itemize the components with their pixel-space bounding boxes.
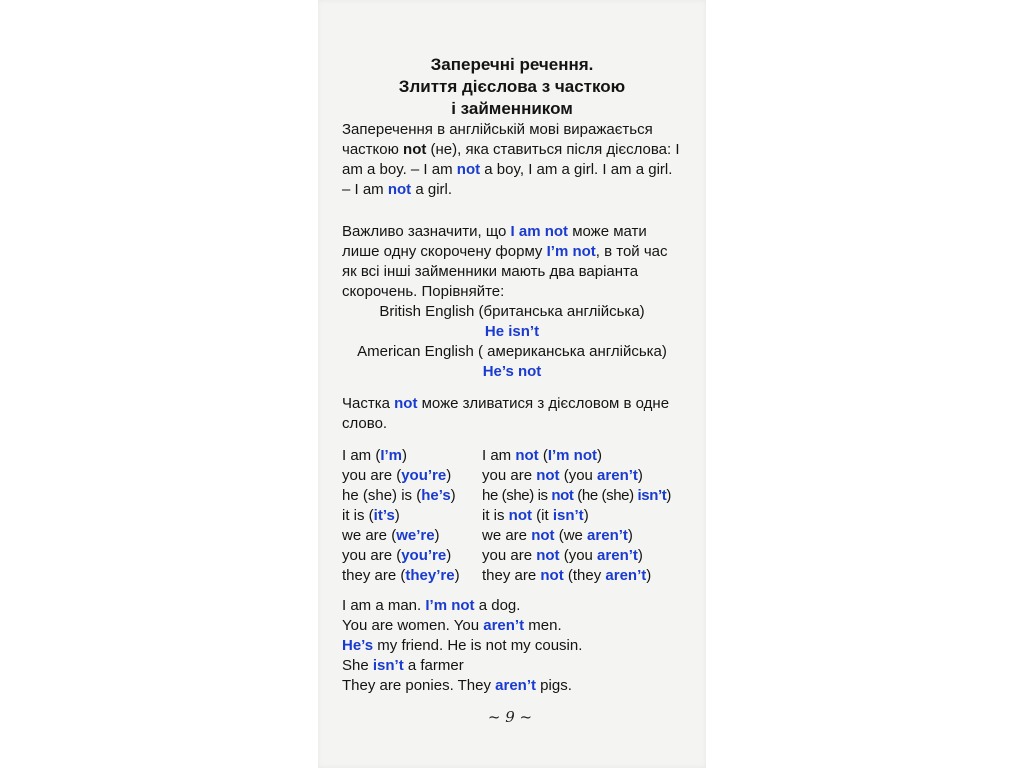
example-sentence: I am a man. I’m not a dog. [342,597,521,614]
intro-text: a boy, I am a girl. I am a girl. – I am [342,161,673,198]
negative-column [482,446,682,586]
contraction-table [342,446,682,586]
table-row: you are (you’re) [342,467,452,484]
table-row: I am (I’m) [342,447,408,464]
important-text: , в той час як всі інші займенники мають два варіанта скорочень. Порівняйте: [342,243,668,300]
table-row: you are not (you aren’t) [482,547,643,564]
example-sentence: You are women. You aren’t men. [342,617,562,634]
example-sentence: They are ponies. They aren’t pigs. [342,677,572,694]
example-sentence: She isn’t a farmer [342,657,464,674]
table-row: it is not (it isn’t) [482,507,589,524]
highlight-not: not [387,181,412,198]
british-english-example: He isn’t [484,323,540,340]
highlight-not: not [394,395,418,412]
particle-text: Частка [342,395,395,412]
intro-paragraph [342,120,682,200]
table-row: I am not (I’m not) [482,447,603,464]
affirmative-column [342,446,482,586]
table-row: we are not (we aren’t) [482,527,633,544]
american-english-example: He’s not [482,363,542,380]
particle-text: може зливатися з дієсловом в одне слово. [342,395,670,432]
important-paragraph [342,222,682,302]
table-row: you are (you’re) [342,547,452,564]
important-text: Важливо зазначити, що [342,223,511,240]
example-sentences [342,596,682,696]
table-row: it is (it’s) [342,507,400,524]
table-row: he (she) is not (he (she) isn’t) [482,487,671,504]
title-line: і займенником [451,99,573,118]
important-text: може мати лише одну скорочену форму [342,223,647,260]
section-title [342,54,682,120]
intro-text: Заперечення в англійській мові виражається часткою [342,121,653,158]
page-number: ~ 9 ~ [487,708,533,726]
keyword-not: not [403,141,427,158]
table-row: they are not (they aren’t) [482,567,652,584]
intro-text: (не), яка ставиться після дієслова: I am a boy. – I am [342,141,680,178]
table-row: you are not (you aren’t) [482,467,643,484]
page-content [342,54,682,696]
british-english-label: British English (британська англійська) [379,303,645,320]
highlight-i-am-not: I am not [510,223,569,240]
example-sentence: He’s my friend. He is not my cousin. [342,637,583,654]
title-line: Злиття дієслова з часткою [398,77,626,96]
particle-paragraph [342,394,682,434]
intro-text: a girl. [411,181,453,198]
american-english-label: American English ( американська англійська) [357,343,667,360]
title-line: Заперечні речення. [430,55,594,74]
table-row: we are (we’re) [342,527,440,544]
table-row: he (she) is (he’s) [342,487,456,504]
highlight-im-not: I’m not [546,243,596,260]
table-row: they are (they’re) [342,567,460,584]
highlight-not: not [456,161,481,178]
